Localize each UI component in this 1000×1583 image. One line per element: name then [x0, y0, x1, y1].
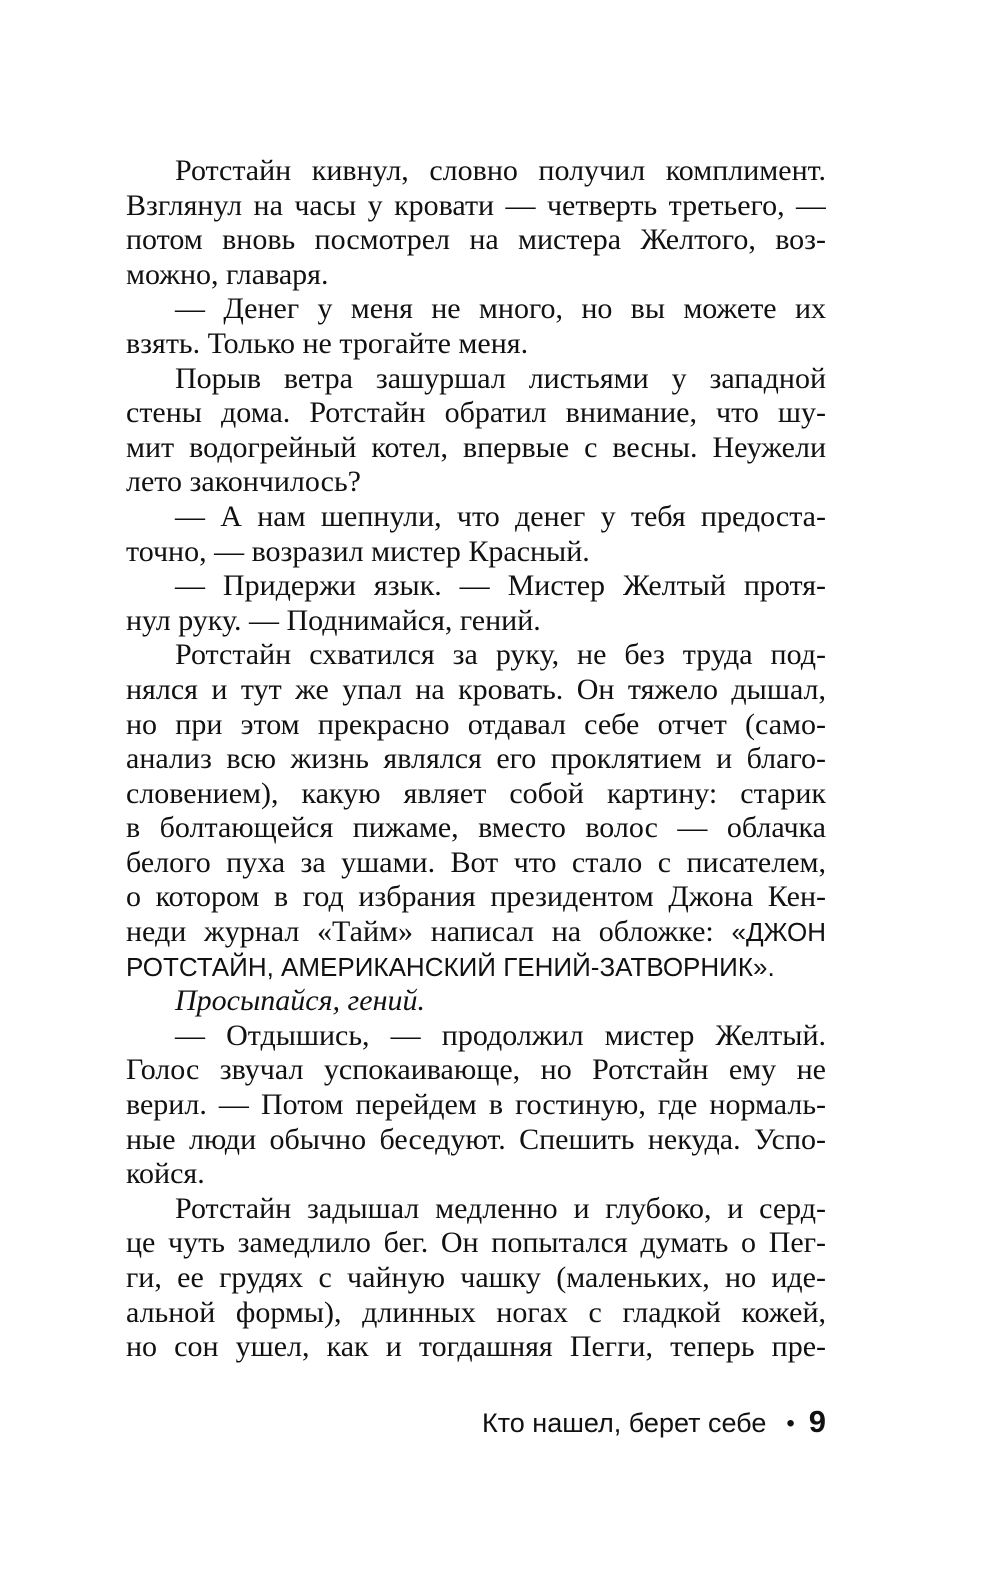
text-line: Ротстайн задышал медленно и глубоко, и серд-: [175, 1191, 826, 1225]
text-line: можно, главаря.: [126, 257, 329, 291]
text-line: — Придержи язык. — Мистер Желтый протя-: [175, 569, 826, 603]
text-line: це чуть замедлило бег. Он попытался думать о Пег-: [126, 1226, 826, 1260]
magazine-headline: РОТСТАЙН, АМЕРИКАНСКИЙ ГЕНИЙ-ЗАТВОРНИК».: [126, 951, 775, 982]
text-line: анализ всю жизнь являлся его проклятием и благо-: [126, 742, 826, 776]
text-line: ги, ее грудях с чайную чашку (маленьких, но иде-: [126, 1261, 826, 1294]
text-line: Взглянул на часы у кровати — четверть третьего, —: [126, 188, 826, 222]
bullet-separator: •: [786, 1410, 795, 1437]
text-line: мит водогрейный котел, впервые с весны. Неужели: [126, 430, 826, 464]
text-line: точно, — возразил мистер Красный.: [126, 534, 590, 568]
text-segment: неди журнал «Тайм» написал на обложке:: [126, 915, 714, 949]
text-line: но при этом прекрасно отдавал себе отчет (само-: [126, 707, 826, 741]
text-line: нул руку. — Поднимайся, гений.: [126, 603, 541, 637]
text-line: словением), какую являет собой картину: старик: [126, 776, 826, 810]
text-line: потом вновь посмотрел на мистера Желтого, воз-: [126, 223, 826, 257]
text-line: альной формы), длинных ногах с гладкой кожей,: [126, 1295, 826, 1329]
magazine-headline-start: «ДЖОН: [731, 917, 826, 948]
page-number: 9: [808, 1404, 826, 1439]
text-line: — Отдышись, — продолжил мистер Желтый.: [175, 1018, 826, 1052]
text-line: нялся и тут же упал на кровать. Он тяжело дышал,: [126, 672, 826, 706]
text-line: в болтающейся пижаме, вместо волос — облачка: [126, 811, 826, 845]
text-line: о котором в год избрания президентом Джона Кен-: [126, 880, 826, 914]
text-line: ные люди обычно беседуют. Спешить некуда. Успо-: [126, 1122, 826, 1156]
book-title: Кто нашел, берет себе: [482, 1408, 767, 1438]
running-footer: [482, 1402, 826, 1444]
text-line: белого пуха за ушами. Вот что стало с писателем,: [126, 845, 826, 879]
text-line: — А нам шепнули, что денег у тебя предоста-: [175, 499, 826, 533]
text-line: стены дома. Ротстайн обратил внимание, что шу-: [126, 396, 826, 430]
text-line: койся.: [126, 1157, 205, 1191]
book-page-body: [126, 154, 826, 1365]
text-line: — Денег у меня не много, но вы можете их: [175, 292, 826, 326]
text-line-with-headline: [126, 915, 826, 950]
text-line: Порыв ветра зашуршал листьями у западной: [175, 361, 826, 395]
text-line: Ротстайн схватился за руку, не без труда под-: [175, 638, 826, 672]
text-line: верил. — Потом перейдем в гостиную, где нормаль-: [126, 1088, 826, 1122]
text-line: Голос звучал успокаивающе, но Ротстайн ему не: [126, 1053, 826, 1087]
text-line: но сон ушел, как и тогдашняя Пегги, теперь пре-: [126, 1330, 826, 1364]
text-line: взять. Только не трогайте меня.: [126, 326, 529, 360]
text-line: Ротстайн кивнул, словно получил комплимент.: [175, 154, 826, 187]
text-line: лето закончилось?: [126, 465, 361, 499]
italic-thought-line: Просыпайся, гений.: [175, 984, 425, 1018]
